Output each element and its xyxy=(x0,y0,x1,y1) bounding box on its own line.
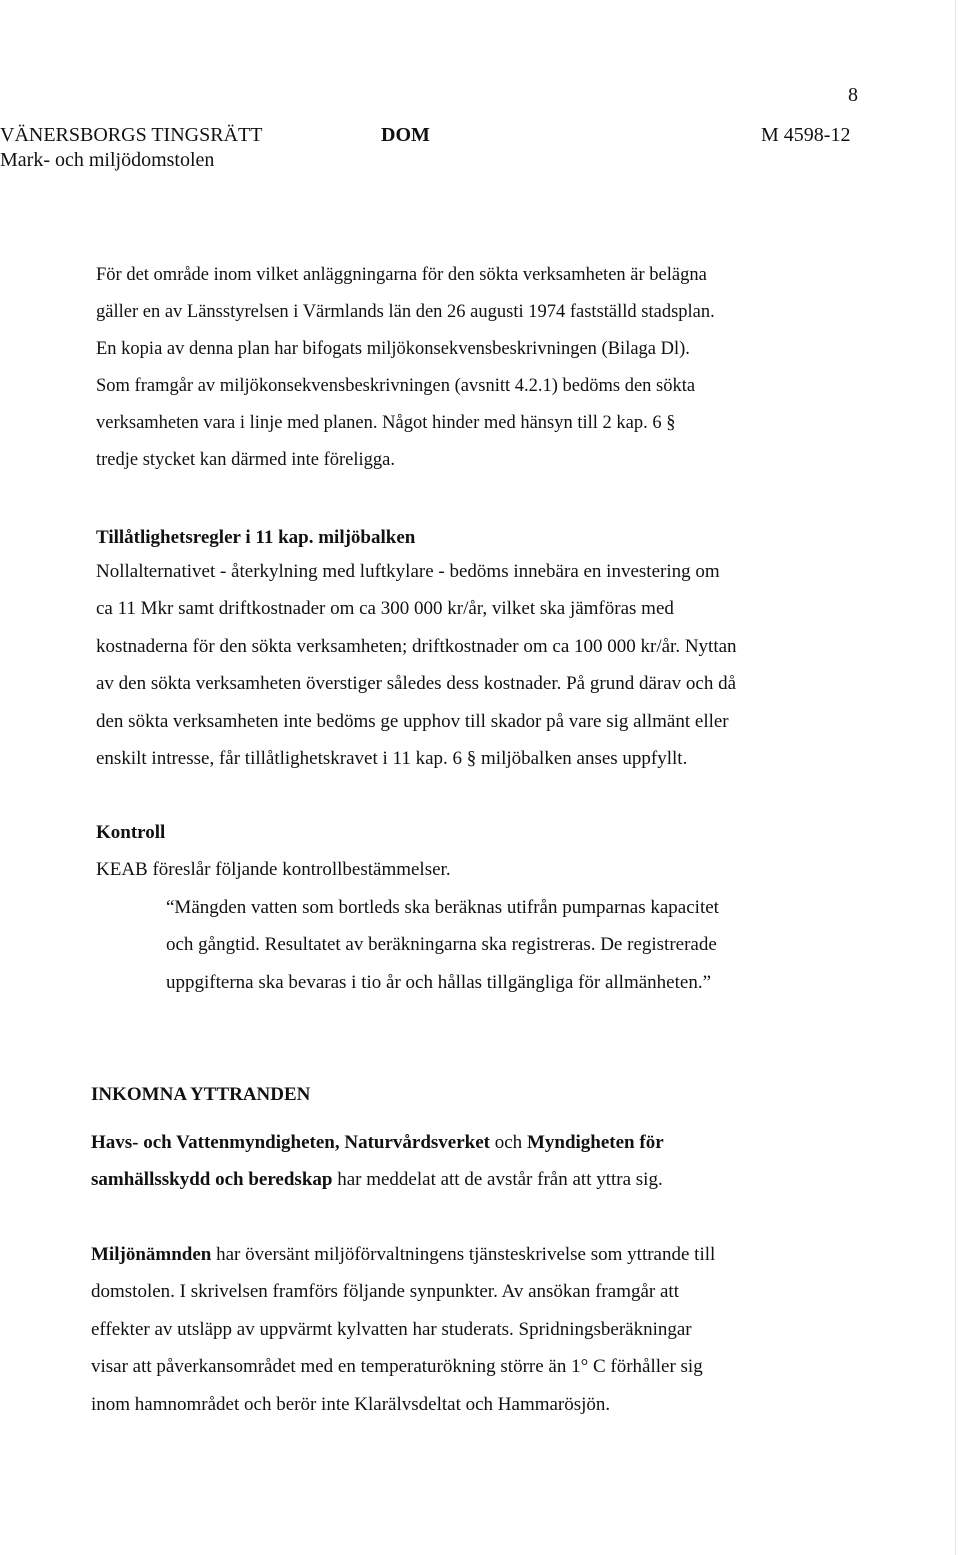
paragraph-line: enskilt intresse, får tillåtlighetskravet i 11 kap. 6 § miljöbalken anses uppfyllt. xyxy=(96,748,688,770)
case-number: M 4598-12 xyxy=(761,124,851,146)
authority-name: Miljönämnden xyxy=(91,1244,212,1265)
paragraph-text: har meddelat att de avstår från att yttra sig. xyxy=(332,1169,663,1191)
inkomna-paragraph-2 xyxy=(91,1236,715,1423)
section-heading-inkomna: INKOMNA YTTRANDEN xyxy=(91,1084,311,1105)
paragraph-line: tredje stycket kan därmed inte föreligga. xyxy=(96,450,395,470)
paragraph-line: Nollalternativet - återkylning med luftkylare - bedöms innebära en investering om xyxy=(96,561,720,582)
paragraph-line: ca 11 Mkr samt driftkostnader om ca 300 000 kr/år, vilket ska jämföras med xyxy=(96,598,674,620)
quote-line: “Mängden vatten som bortleds ska beräknas utifrån pumparnas kapacitet xyxy=(166,897,719,918)
paragraph-line: En kopia av denna plan har bifogats miljökonsekvensbeskrivningen (Bilaga Dl). xyxy=(96,339,690,359)
paragraph-line xyxy=(91,1161,664,1198)
section-heading-kontroll: Kontroll xyxy=(96,822,166,843)
paragraph-line: För det område inom vilket anläggningarna för den sökta verksamheten är belägna xyxy=(96,265,707,285)
court-division: Mark- och miljödomstolen xyxy=(0,149,215,171)
agency-name: samhällsskydd och beredskap xyxy=(91,1169,333,1191)
agency-name: Naturvårdsverket xyxy=(344,1132,490,1153)
page-number: 8 xyxy=(848,84,858,106)
paragraph-line: visar att påverkansområdet med en temperaturökning större än 1° C förhåller sig xyxy=(91,1356,703,1378)
paragraph-line: den sökta verksamheten inte bedöms ge upphov till skador på vare sig allmänt eller xyxy=(96,710,729,732)
paragraph-line: domstolen. I skrivelsen framförs följande synpunkter. Av ansökan framgår att xyxy=(91,1281,679,1303)
document-type: DOM xyxy=(381,124,430,146)
connector-text: och xyxy=(490,1132,527,1153)
kontroll-intro: KEAB föreslår följande kontrollbestämmelser. xyxy=(96,859,451,880)
quote-line: uppgifterna ska bevaras i tio år och hållas tillgängliga för allmänheten.” xyxy=(166,971,711,993)
inkomna-paragraph-1 xyxy=(91,1124,664,1199)
section-heading-tillatlighet: Tillåtlighetsregler i 11 kap. miljöbalken xyxy=(96,527,416,548)
plan-paragraph xyxy=(96,257,715,479)
paragraph-text: har översänt miljöförvaltningens tjänsteskrivelse som yttrande till xyxy=(211,1244,716,1265)
paragraph-line: effekter av utsläpp av uppvärmt kylvatten har studerats. Spridningsberäkningar xyxy=(91,1318,692,1340)
tillatlighet-paragraph xyxy=(96,553,737,777)
agency-name: Myndigheten för xyxy=(526,1132,664,1153)
court-name: VÄNERSBORGS TINGSRÄTT xyxy=(0,124,263,146)
paragraph-line: Som framgår av miljökonsekvensbeskrivningen (avsnitt 4.2.1) bedöms den sökta xyxy=(96,376,696,396)
paragraph-line xyxy=(91,1124,664,1161)
paragraph-line xyxy=(91,1236,715,1273)
paragraph-line: inom hamnområdet och berör inte Klarälvsdeltat och Hammarösjön. xyxy=(91,1393,611,1415)
quote-line: och gångtid. Resultatet av beräkningarna ska registreras. De registrerade xyxy=(166,934,717,956)
paragraph-line: gäller en av Länsstyrelsen i Värmlands län den 26 augusti 1974 fastställd stadsplan. xyxy=(96,302,715,322)
kontroll-quote xyxy=(166,889,719,1001)
paragraph-line: av den sökta verksamheten överstiger således dess kostnader. På grund därav och då xyxy=(96,673,736,695)
agency-name: Havs- och Vattenmyndigheten, xyxy=(91,1132,340,1153)
paragraph-line: verksamheten vara i linje med planen. Något hinder med hänsyn till 2 kap. 6 § xyxy=(96,413,676,433)
paragraph-line: kostnaderna för den sökta verksamheten; driftkostnader om ca 100 000 kr/år. Nyttan xyxy=(96,635,737,657)
scan-edge-line xyxy=(955,0,956,1555)
